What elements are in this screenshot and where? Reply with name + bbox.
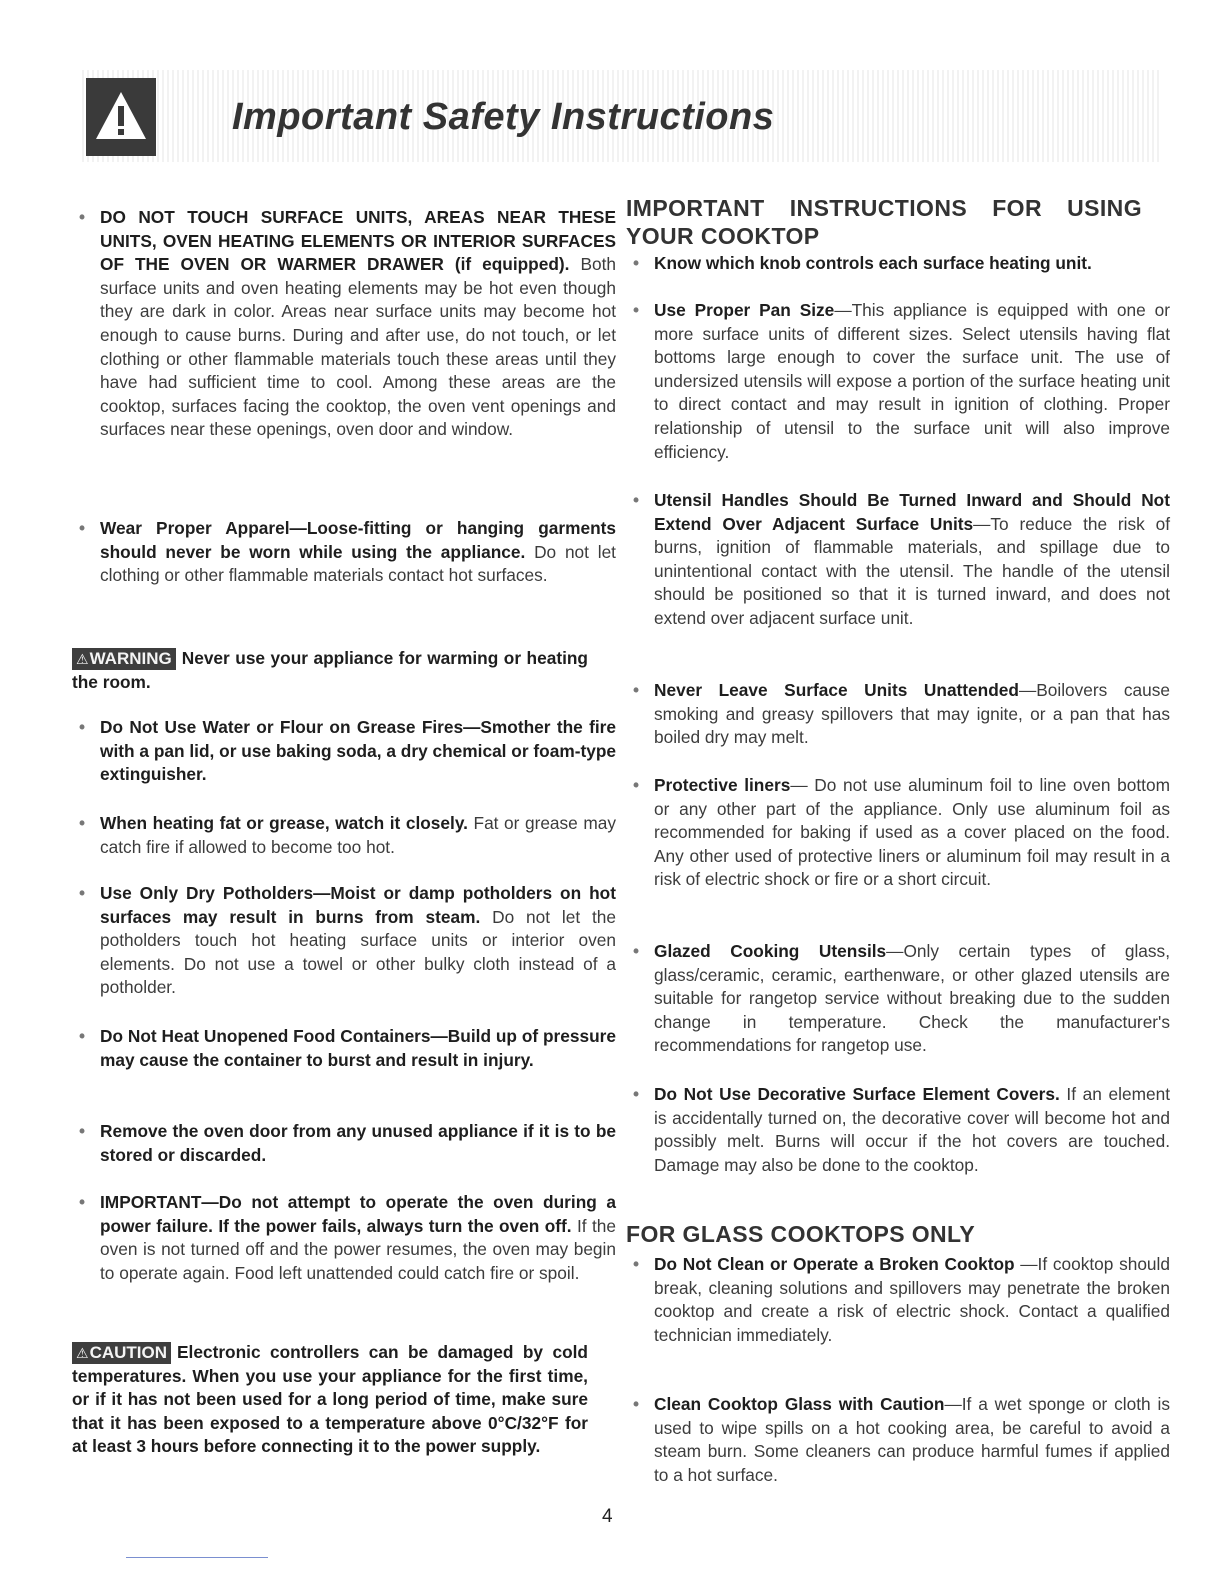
list-item: • Do Not Heat Unopened Food Containers—Build up of pressure may cause the container to burst and result in injury.	[78, 1026, 616, 1070]
page-number: 4	[602, 1506, 613, 1527]
page-title: Important Safety Instructions	[232, 96, 775, 138]
list-item: • Do Not Use Water or Flour on Grease Fires—Smother the fire with a pan lid, or use baking soda, a dry chemical or foam-type extinguisher.	[78, 717, 616, 785]
list-item: • Utensil Handles Should Be Turned Inward and Should Not Extend Over Adjacent Surface Units—To reduce the risk of burns, ignition of flammable materials, and spillage due to unintentional contact with the utensil. The handle of the utensil should be positioned so that it is turned inward, and does not extend over adjacent surface unit.	[632, 490, 1170, 628]
warning-label: ⚠WARNING	[72, 648, 176, 670]
list-item: • Wear Proper Apparel—Loose-fitting or hanging garments should never be worn while using the appliance. Do not let clothing or other flammable materials contact hot surfaces.	[78, 518, 616, 586]
list-item: • When heating fat or grease, watch it closely. Fat or grease may catch fire if allowed to become too hot.	[78, 813, 616, 857]
list-item: • Protective liners— Do not use aluminum foil to line oven bottom or any other part of the appliance. Only use aluminum foil as recommended for baking if used as a cover placed on the food. Any other used of protective liners or aluminum foil may result in a risk of electric shock or fire or a short circuit.	[632, 775, 1170, 890]
list-item: • DO NOT TOUCH SURFACE UNITS, AREAS NEAR THESE UNITS, OVEN HEATING ELEMENTS OR INTERIOR SURFACES OF THE OVEN OR WARMER DRAWER (if equipped). Both surface units and oven heating elements may be hot even though they are dark in color. Areas near surface units may become hot enough to cause burns. During and after use, do not touch, or let clothing or other flammable materials touch these areas until they have had sufficient time to cool. Among these areas are the cooktop, surfaces facing the cooktop, the oven vent openings and surfaces near these openings, oven door and window.	[78, 207, 616, 440]
list-item: • Do Not Clean or Operate a Broken Cooktop —If cooktop should break, cleaning solutions and spillovers may penetrate the broken cooktop and create a risk of electric shock. Contact a qualified technician immediately.	[632, 1254, 1170, 1345]
header-banner	[82, 70, 1160, 162]
caution-note: ⚠CAUTION Electronic controllers can be damaged by cold temperatures. When you use your appliance for the first time, or if it has not been used for a long period of time, make sure that it has been exposed to a temperature above 0°C/32°F for at least 3 hours before connecting it to the power supply.	[72, 1342, 588, 1457]
section-heading: IMPORTANT INSTRUCTIONS FOR USING YOUR COOKTOP	[626, 195, 1142, 249]
list-item: • Glazed Cooking Utensils—Only certain types of glass, glass/ceramic, ceramic, earthenware, or other glazed utensils are suitable for rangetop service without breaking due to the sudden change in temperature. Check the manufacturer's recommendations for rangetop use.	[632, 941, 1170, 1056]
list-item: • Remove the oven door from any unused appliance if it is to be stored or discarded.	[78, 1121, 616, 1165]
list-item: • Never Leave Surface Units Unattended—Boilovers cause smoking and greasy spillovers that may ignite, or a pan that has boiled dry may melt.	[632, 680, 1170, 748]
warning-note: ⚠WARNING Never use your appliance for warming or heating the room.	[72, 648, 588, 692]
list-item: • Clean Cooktop Glass with Caution—If a wet sponge or cloth is used to wipe spills on a hot cooking area, be careful to avoid a steam burn. Some cleaners can produce harmful fumes if applied to a hot surface.	[632, 1394, 1170, 1485]
list-item: • Use Only Dry Potholders—Moist or damp potholders on hot surfaces may result in burns from steam. Do not let the potholders touch hot heating surface units or interior oven elements. Do not use a towel or other bulky cloth instead of a potholder.	[78, 883, 616, 998]
list-item: • Use Proper Pan Size—This appliance is equipped with one or more surface units of different sizes. Select utensils having flat bottoms large enough to cover the surface unit. The use of undersized utensils will expose a portion of the surface heating unit to direct contact and may result in ignition of clothing. Proper relationship of utensil to the surface unit will also improve efficiency.	[632, 300, 1170, 462]
warning-icon	[86, 78, 156, 156]
list-item: • Do Not Use Decorative Surface Element Covers. If an element is accidentally turned on, the decorative cover will become hot and possibly melt. Burns will occur if the hot covers are touched. Damage may also be done to the cooktop.	[632, 1084, 1170, 1175]
warning-icon: ⚠	[76, 1345, 89, 1361]
footer-rule	[126, 1557, 268, 1558]
caution-label: ⚠CAUTION	[72, 1342, 171, 1364]
section-heading: FOR GLASS COOKTOPS ONLY	[626, 1221, 976, 1247]
warning-icon: ⚠	[76, 651, 89, 667]
list-item: • Know which knob controls each surface heating unit.	[632, 253, 1092, 273]
list-item: • IMPORTANT—Do not attempt to operate the oven during a power failure. If the power fails, always turn the oven off. If the oven is not turned off and the power resumes, the oven may begin to operate again. Food left unattended could catch fire or spoil.	[78, 1192, 616, 1283]
